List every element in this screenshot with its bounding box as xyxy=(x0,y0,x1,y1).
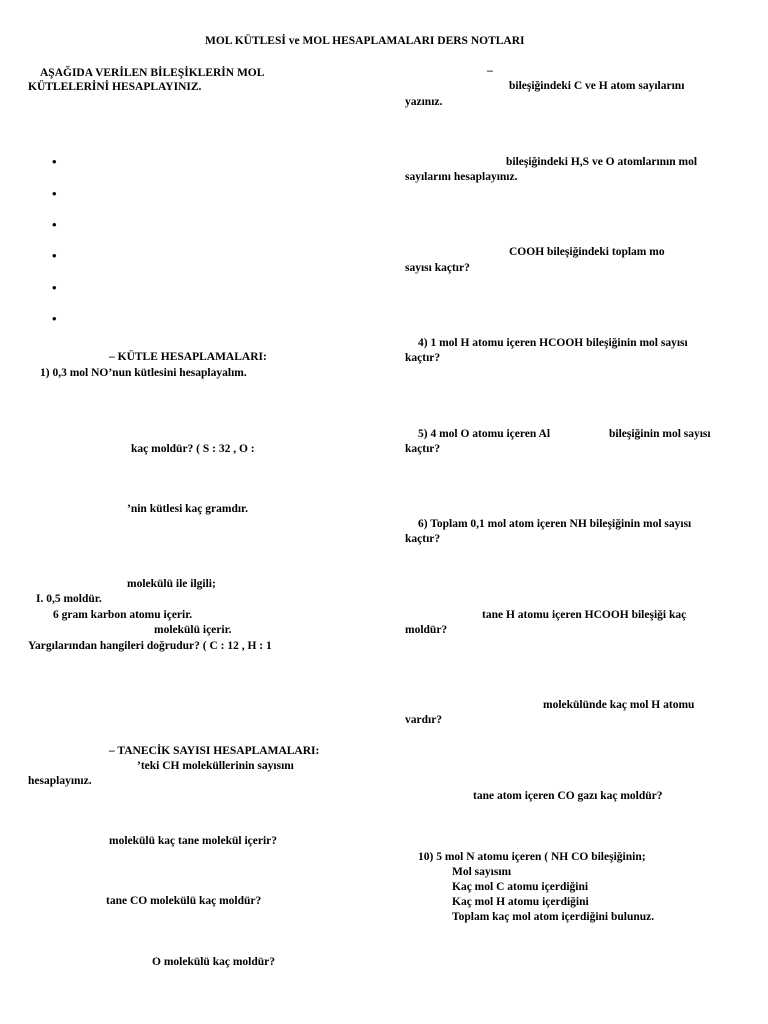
right-question-10-line-1: 10) 5 mol N atomu içeren ( NH CO bileşiğinin; xyxy=(418,851,646,863)
right-question-10-line-3: Kaç mol C atomu içerdiğini xyxy=(452,881,589,893)
mass-question-4-line-4: molekülü içerir. xyxy=(154,624,232,636)
particle-question-2: molekülü kaç tane molekül içerir? xyxy=(109,835,278,847)
right-question-5-line-2: kaçtır? xyxy=(405,443,441,455)
mass-question-4-line-1: molekülü ile ilgili; xyxy=(127,578,216,590)
right-question-8-line-2: vardır? xyxy=(405,714,443,726)
particle-question-1-line-1: ’teki CH moleküllerinin sayısını xyxy=(137,760,294,772)
mass-question-1: 1) 0,3 mol NO’nun kütlesini hesaplayalım. xyxy=(40,367,247,379)
right-question-2-line-2: sayılarını hesaplayınız. xyxy=(405,171,518,183)
intro-line-2: KÜTLELERİNİ HESAPLAYINIZ. xyxy=(28,81,202,93)
bullet-3: • xyxy=(52,217,57,232)
right-question-7-line-1: tane H atomu içeren HCOOH bileşiği kaç xyxy=(482,609,687,621)
right-dash: – xyxy=(487,65,493,77)
right-question-6-line-2: kaçtır? xyxy=(405,533,441,545)
mass-question-3: ’nin kütlesi kaç gramdır. xyxy=(127,503,248,515)
right-question-8-line-1: molekülünde kaç mol H atomu xyxy=(543,699,695,711)
right-question-4-line-2: kaçtır? xyxy=(405,352,441,364)
particle-question-1-line-2: hesaplayınız. xyxy=(28,775,92,787)
intro-line-1: AŞAĞIDA VERİLEN BİLEŞİKLERİN MOL xyxy=(40,67,265,79)
bullet-5: • xyxy=(52,280,57,295)
right-question-2-line-1: bileşiğindeki H,S ve O atomlarının mol xyxy=(506,156,698,168)
right-question-10-line-2: Mol sayısını xyxy=(452,866,512,878)
bullet-4: • xyxy=(52,248,57,263)
mass-heading: – KÜTLE HESAPLAMALARI: xyxy=(109,351,267,363)
bullet-1: • xyxy=(52,154,57,169)
mass-question-4-line-2: I. 0,5 moldür. xyxy=(36,593,102,605)
right-question-6-line-1: 6) Toplam 0,1 mol atom içeren NH bileşiğinin mol sayısı xyxy=(418,518,692,530)
right-question-5-part-1: 5) 4 mol O atomu içeren Al xyxy=(418,428,551,440)
mass-question-2: kaç moldür? ( S : 32 , O : xyxy=(131,443,255,455)
mass-question-4-line-3: 6 gram karbon atomu içerir. xyxy=(53,609,193,621)
right-question-9: tane atom içeren CO gazı kaç moldür? xyxy=(473,790,663,802)
right-question-4-line-1: 4) 1 mol H atomu içeren HCOOH bileşiğinin mol sayısı xyxy=(418,337,688,349)
particle-question-4: O molekülü kaç moldür? xyxy=(152,956,276,968)
right-question-1-line-2: yazınız. xyxy=(405,96,443,108)
bullet-6: • xyxy=(52,311,57,326)
right-question-10-line-4: Kaç mol H atomu içerdiğini xyxy=(452,896,589,908)
right-question-5-part-2: bileşiğinin mol sayısı xyxy=(609,428,711,440)
particle-heading: – TANECİK SAYISI HESAPLAMALARI: xyxy=(109,745,320,757)
mass-question-4-line-5: Yargılarından hangileri doğrudur? ( C : 12 , H : 1 xyxy=(28,640,272,652)
right-question-7-line-2: moldür? xyxy=(405,624,448,636)
particle-question-3: tane CO molekülü kaç moldür? xyxy=(106,895,262,907)
bullet-2: • xyxy=(52,186,57,201)
right-question-3-line-1: COOH bileşiğindeki toplam mo xyxy=(509,246,665,258)
right-question-1-line-1: bileşiğindeki C ve H atom sayılarını xyxy=(509,80,685,92)
page-title: MOL KÜTLESİ ve MOL HESAPLAMALARI DERS NOTLARI xyxy=(205,35,525,47)
right-question-10-line-5: Toplam kaç mol atom içerdiğini bulunuz. xyxy=(452,911,655,923)
right-question-3-line-2: sayısı kaçtır? xyxy=(405,262,470,274)
